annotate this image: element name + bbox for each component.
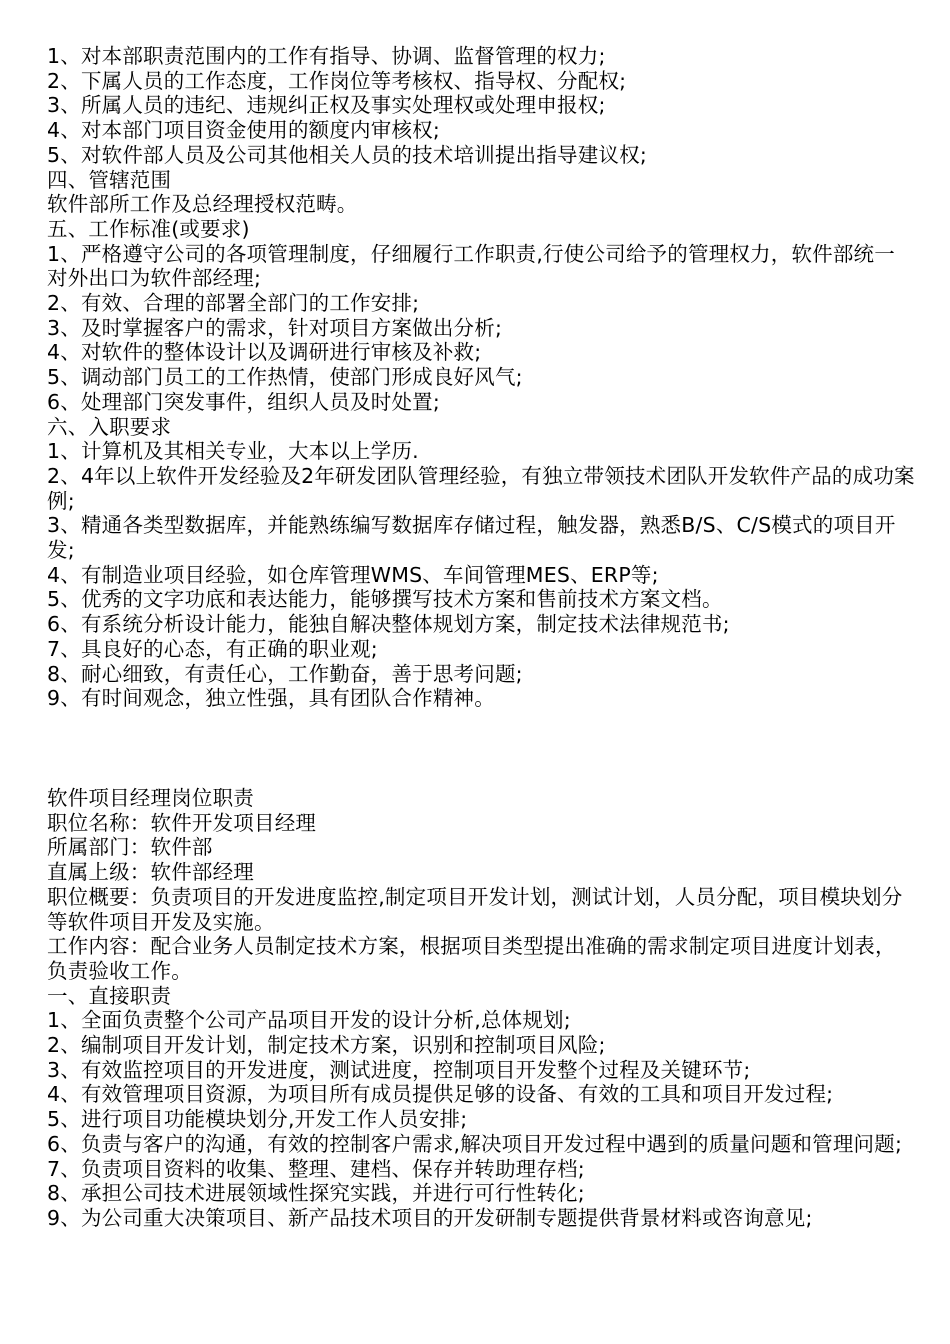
text-line: 7、具良好的心态，有正确的职业观; [47, 636, 378, 661]
document-title: 软件项目经理岗位职责 [47, 785, 254, 810]
text-line: 7、负责项目资料的收集、整理、建档、保存并转助理存档; [47, 1156, 585, 1181]
text-line: 职位名称：软件开发项目经理 [47, 810, 317, 835]
text-line: 4、对本部门项目资金使用的额度内审核权; [47, 118, 440, 143]
text-line: 4、有效管理项目资源，为项目所有成员提供足够的设备、有效的工具和项目开发过程; [47, 1082, 834, 1107]
text-line: 2、有效、合理的部署全部门的工作安排; [47, 291, 420, 316]
text-line: 2、编制项目开发计划，制定技术方案，识别和控制项目风险; [47, 1033, 606, 1058]
document-page [47, 44, 915, 1231]
text-line: 5、进行项目功能模块划分,开发工作人员安排; [47, 1107, 468, 1132]
text-line: 1、全面负责整个公司产品项目开发的设计分析,总体规划; [47, 1008, 571, 1033]
text-line: 1、严格遵守公司的各项管理制度，仔细履行工作职责,行使公司给予的管理权力，软件部统一对外出口为软件部经理; [47, 241, 895, 291]
text-line: 所属部门：软件部 [47, 835, 213, 860]
text-line: 工作内容：配合业务人员制定技术方案，根据项目类型提出准确的需求制定项目进度计划表，负责验收工作。 [47, 934, 896, 983]
text-line: 8、承担公司技术进展领域性探究实践，并进行可行性转化; [47, 1181, 585, 1206]
text-line: 2、下属人员的工作态度，工作岗位等考核权、指导权、分配权; [47, 68, 627, 93]
text-line: 1、对本部职责范围内的工作有指导、协调、监督管理的权力; [47, 44, 606, 68]
text-line: 5、对软件部人员及公司其他相关人员的技术培训提出指导建议权; [47, 142, 647, 167]
text-line: 5、调动部门员工的工作热情，使部门形成良好风气; [47, 365, 523, 390]
section-heading: 一、直接职责 [47, 983, 172, 1008]
text-line: 1、计算机及其相关专业，大本以上学历. [47, 439, 419, 464]
text-line: 6、处理部门突发事件，组织人员及时处置; [47, 389, 440, 414]
text-line: 3、有效监控项目的开发进度，测试进度，控制项目开发整个过程及关键环节; [47, 1057, 751, 1082]
text-line: 2、4年以上软件开发经验及2年研发团队管理经验，有独立带领技术团队开发软件产品的成功案例; [47, 463, 915, 513]
section-spacer [47, 711, 915, 786]
text-line: 5、优秀的文字功底和表达能力，能够撰写技术方案和售前技术方案文档。 [47, 587, 723, 612]
text-line: 4、有制造业项目经验，如仓库管理WMS、车间管理MES、ERP等; [47, 562, 659, 587]
text-line: 3、所属人员的违纪、违规纠正权及事实处理权或处理申报权; [47, 93, 606, 118]
section-heading: 五、工作标准(或要求) [47, 216, 250, 241]
text-line: 8、耐心细致，有责任心，工作勤奋，善于思考问题; [47, 661, 523, 686]
section-heading: 四、管辖范围 [47, 167, 172, 192]
section-responsibilities [47, 44, 915, 711]
text-line: 6、负责与客户的沟通，有效的控制客户需求,解决项目开发过程中遇到的质量问题和管理问题; [47, 1131, 903, 1156]
text-line: 6、有系统分析设计能力，能独自解决整体规划方案，制定技术法律规范书; [47, 612, 730, 637]
text-line: 4、对软件的整体设计以及调研进行审核及补救; [47, 340, 482, 365]
text-line: 9、有时间观念，独立性强，具有团队合作精神。 [47, 686, 495, 711]
section-heading: 六、入职要求 [47, 414, 172, 439]
text-line: 3、及时掌握客户的需求，针对项目方案做出分析; [47, 315, 503, 340]
text-line: 直属上级：软件部经理 [47, 860, 254, 885]
section-project-manager [47, 786, 915, 1231]
text-line: 3、精通各类型数据库，并能熟练编写数据库存储过程，触发器，熟悉B/S、C/S模式的项目开发; [47, 513, 896, 563]
text-line: 9、为公司重大决策项目、新产品技术项目的开发研制专题提供背景材料或咨询意见; [47, 1205, 813, 1230]
text-line: 软件部所工作及总经理授权范畴。 [47, 192, 358, 217]
text-line: 职位概要：负责项目的开发进度监控,制定项目开发计划，测试计划，人员分配，项目模块划分等软件项目开发及实施。 [47, 884, 903, 934]
